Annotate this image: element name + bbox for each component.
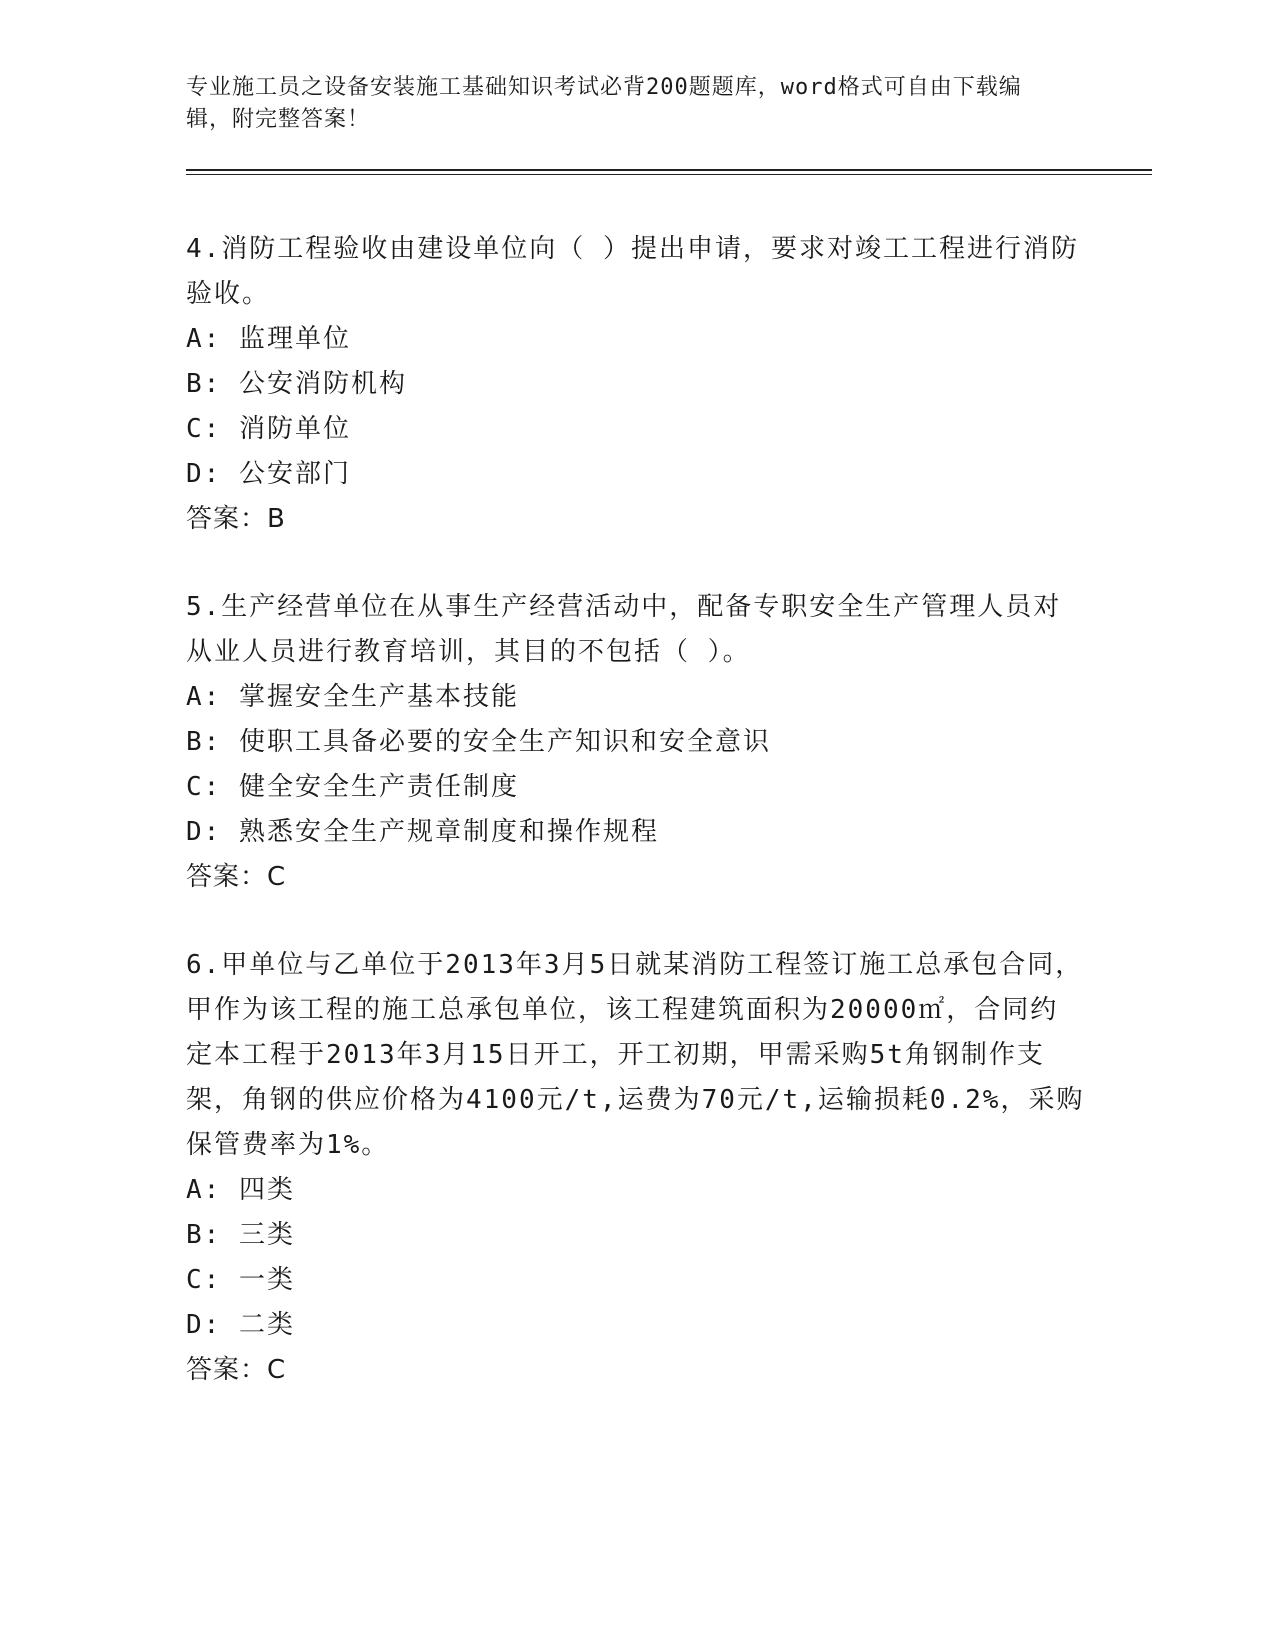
option-a: A: 监理单位 xyxy=(186,324,351,354)
answer-label: 答案： xyxy=(186,862,268,892)
option-c: C: 健全安全生产责任制度 xyxy=(186,772,519,802)
option-d: D: 二类 xyxy=(186,1310,295,1340)
option-b: B: 公安消防机构 xyxy=(186,369,407,399)
option-a: A: 四类 xyxy=(186,1175,295,1205)
answer-line xyxy=(186,497,1146,542)
answer-line xyxy=(186,1348,1146,1393)
answer-label: 答案： xyxy=(186,504,268,534)
answer-value: C xyxy=(267,1355,287,1385)
answer-value: B xyxy=(267,504,286,534)
option-b: B: 三类 xyxy=(186,1220,295,1250)
document-header: 专业施工员之设备安装施工基础知识考试必背200题题库，word格式可自由下载编辑，附完整答案！ xyxy=(186,75,1022,132)
option-d: D: 熟悉安全生产规章制度和操作规程 xyxy=(186,817,659,847)
answer-label: 答案： xyxy=(186,1355,268,1385)
answer-value: C xyxy=(267,862,287,892)
option-d: D: 公安部门 xyxy=(186,459,351,489)
header-divider xyxy=(186,169,1152,175)
question-4 xyxy=(186,227,1146,542)
option-a: A: 掌握安全生产基本技能 xyxy=(186,682,519,712)
answer-line xyxy=(186,855,1146,900)
question-6 xyxy=(186,943,1146,1393)
option-c: C: 一类 xyxy=(186,1265,295,1295)
question-5 xyxy=(186,585,1146,900)
question-stem: 4.消防工程验收由建设单位向（ ）提出申请，要求对竣工工程进行消防验收。 xyxy=(186,234,1079,309)
option-b: B: 使职工具备必要的安全生产知识和安全意识 xyxy=(186,727,771,757)
document-page xyxy=(186,72,1146,1393)
option-c: C: 消防单位 xyxy=(186,414,351,444)
question-stem: 6.甲单位与乙单位于2013年3月5日就某消防工程签订施工总承包合同，甲作为该工程的施工总承包单位，该工程建筑面积为20000㎡，合同约定本工程于2013年3月15日开工，开工初期，甲需采购5t角钢制作支架，角钢的供应价格为4100元/t,运费为70元/t,运输损耗0.2%，采购保管费率为1%。 xyxy=(186,950,1085,1160)
question-stem: 5.生产经营单位在从事生产经营活动中，配备专职安全生产管理人员对从业人员进行教育培训，其目的不包括（ ）。 xyxy=(186,592,1062,667)
